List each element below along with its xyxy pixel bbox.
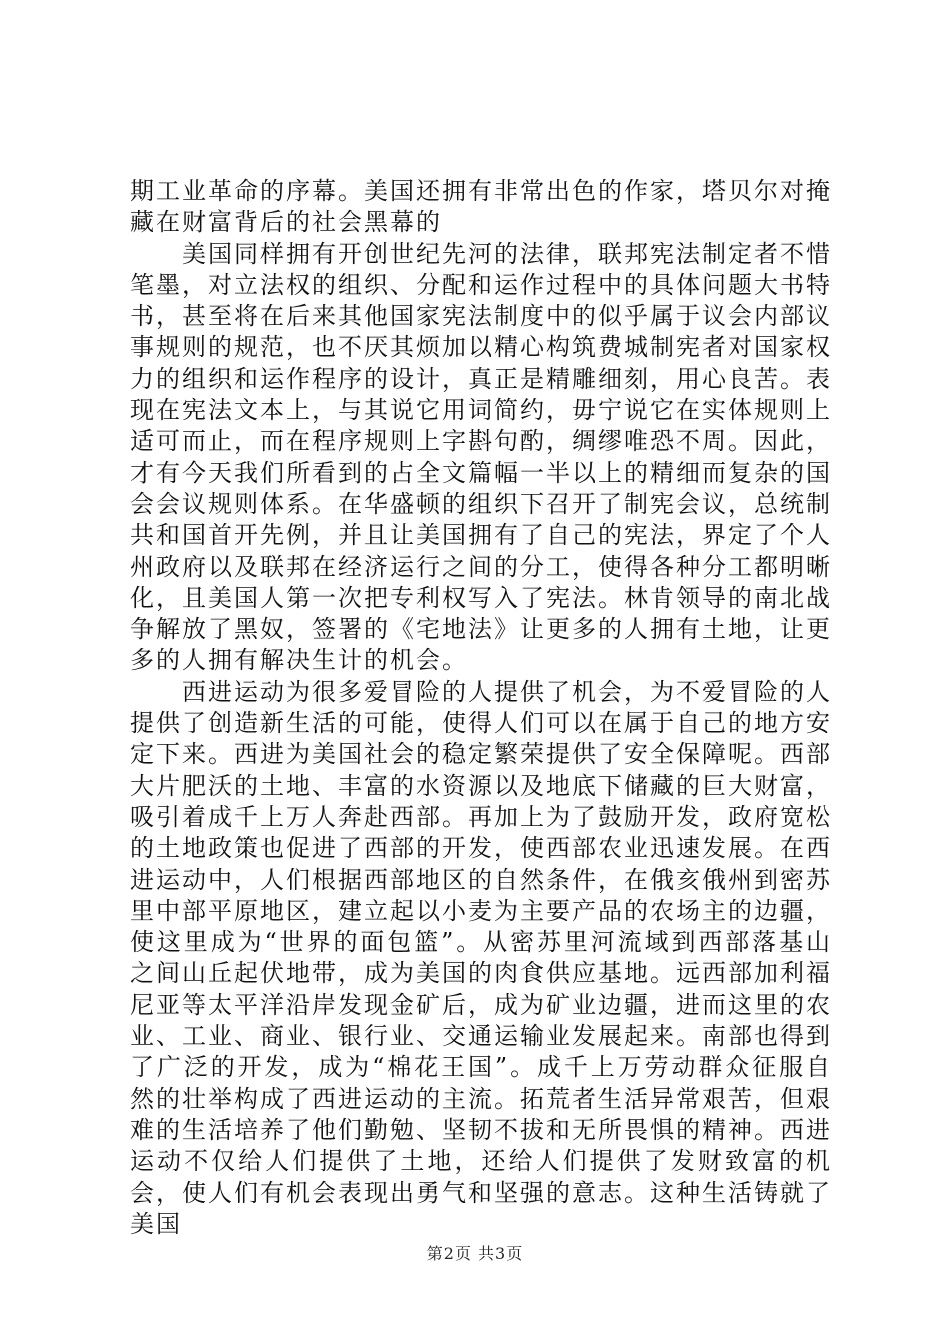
paragraph-2: 美国同样拥有开创世纪先河的法律，联邦宪法制定者不惜笔墨，对立法权的组织、分配和运作过程中的具体问题大书特书，甚至将在后来其他国家宪法制度中的似乎属于议会内部议事规则的规范，也不厌其烦加以精心构筑费城制宪者对国家权力的组织和运作程序的设计，真正是精雕细刻，用心良苦。表现在宪法文本上，与其说它用词简约，毋宁说它在实体规则上适可而止，而在程序规则上字斟句酌，绸缪唯恐不周。因此，才有今天我们所看到的占全文篇幅一半以上的精细而复杂的国会会议规则体系。在华盛顿的组织下召开了制宪会议，总统制共和国首开先例，并且让美国拥有了自己的宪法，界定了个人州政府以及联邦在经济运行之间的分工，使得各种分工都明晰化，且美国人第一次把专利权写入了宪法。林肯领导的南北战争解放了黑奴，签署的《宅地法》让更多的人拥有土地，让更多的人拥有解决生计的机会。 bbox=[130, 239, 832, 675]
paragraph-1: 期工业革命的序幕。美国还拥有非常出色的作家，塔贝尔对掩藏在财富背后的社会黑幕的 bbox=[130, 177, 832, 237]
document-body bbox=[130, 176, 832, 1240]
page-footer: 第2页 共3页 bbox=[426, 1244, 524, 1263]
paragraph-3: 西进运动为很多爱冒险的人提供了机会，为不爱冒险的人提供了创造新生活的可能，使得人们可以在属于自己的地方安定下来。西进为美国社会的稳定繁荣提供了安全保障呢。西部大片肥沃的土地、丰富的水资源以及地底下储藏的巨大财富，吸引着成千上万人奔赴西部。再加上为了鼓励开发，政府宽松的土地政策也促进了西部的开发，使西部农业迅速发展。在西进运动中，人们根据西部地区的自然条件，在俄亥俄州到密苏里中部平原地区，建立起以小麦为主要产品的农场主的边疆，使这里成为“世界的面包篮”。从密苏里河流域到西部落基山之间山丘起伏地带，成为美国的肉食供应基地。远西部加利福尼亚等太平洋沿岸发现金矿后，成为矿业边疆，进而这里的农业、工业、商业、银行业、交通运输业发展起来。南部也得到了广泛的开发，成为“棉花王国”。成千上万劳动群众征服自然的壮举构成了西进运动的主流。拓荒者生活异常艰苦，但艰难的生活培养了他们勤勉、坚韧不拔和无所畏惧的精神。西进运动不仅给人们提供了土地，还给人们提供了发财致富的机会，使人们有机会表现出勇气和坚强的意志。这种生活铸就了美国 bbox=[130, 677, 832, 1238]
